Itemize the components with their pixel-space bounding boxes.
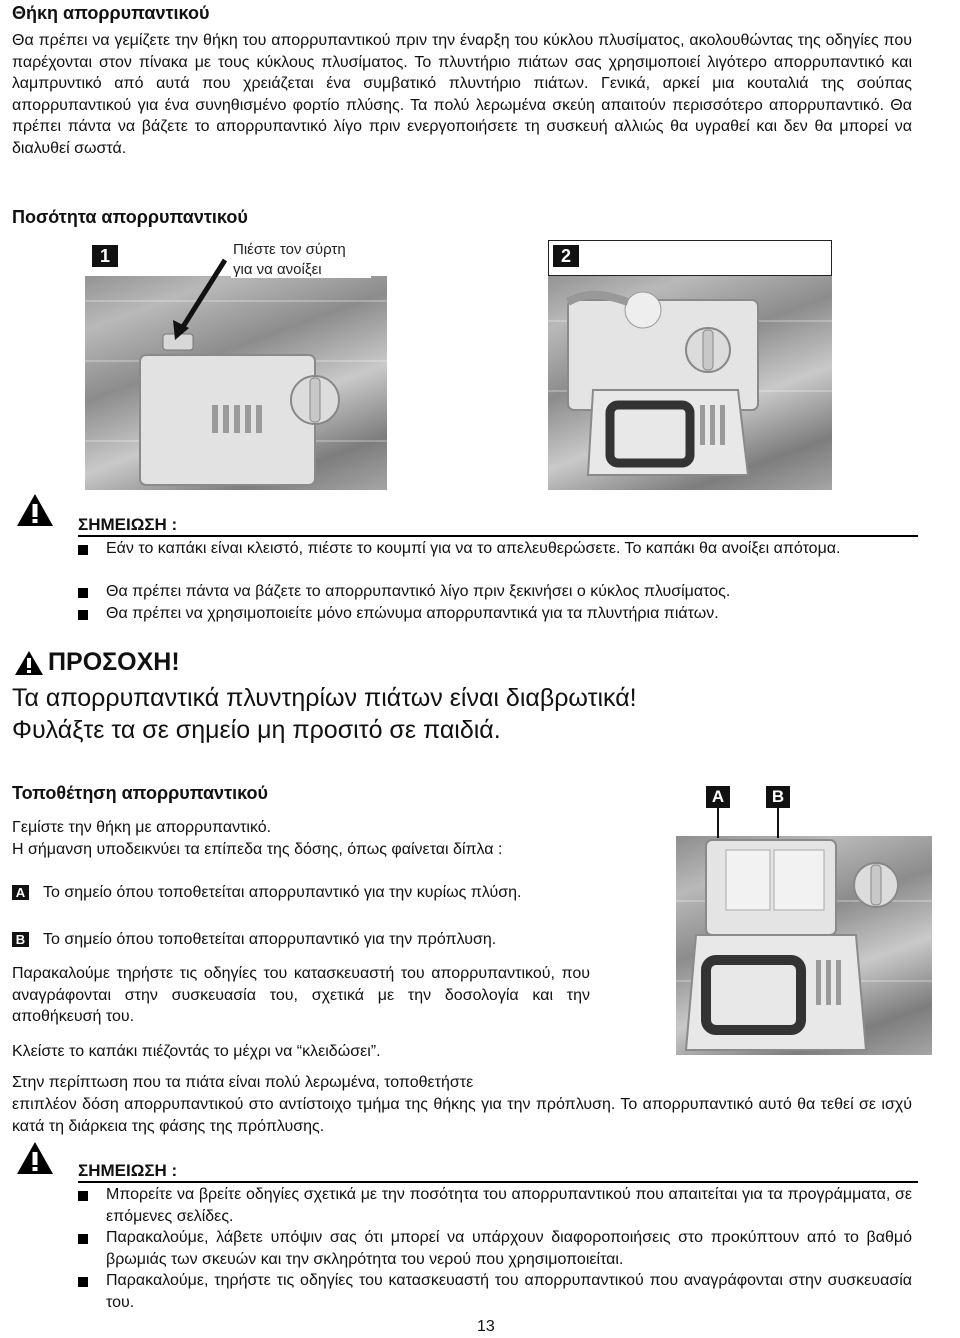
dispenser-paragraph: Θα πρέπει να γεμίζετε την θήκη του απορρυπαντικού πριν την έναρξη του κύκλου πλυσίματος, ακολουθώντας της οδηγίες που παρέχονται στον πίνακα με τους κύκλους πλυσίματος. Το πλυντήριο πιάτων σας χρησιμοποιεί λιγότερο απορρυπαντικό και λαμπρυντικό από αυτά που χρειάζεται ένα συμβατικό πλυντήριο πιάτων. Γενικά, αρκεί μια κουταλιά της σούπας απορρυπαντικού για ένα συνηθισμένο φορτίο πλύσης. Τα πολύ λερωμένα σκεύη απαιτούν περισσότερο απορρυπαντικό. Θα πρέπει πάντα να βάζετε το απορρυπαντικό λίγο πριν ενεργοποιήσετε τη συσκευή αλλιώς θα υγραθεί και δεν θα μπορεί να διαλυθεί σωστά.	[12, 32, 912, 157]
placement-paragraph-5-line-1: Στην περίπτωση που τα πιάτα είναι πολύ λερωμένα, τοποθετήστε	[12, 1074, 474, 1091]
caution-line-1: Τα απορρυπαντικά πλυντηρίων πιάτων είναι διαβρωτικά!	[12, 684, 637, 712]
label-b-pointer	[777, 808, 779, 838]
bullet-icon	[78, 545, 88, 555]
note-2-item-2: Παρακαλούμε, λάβετε υπόψιν σας ότι μπορεί να υπάρχουν διαφοροποιήσεις στο προκύπτουν από το βαθμό βρωμιάς των σκευών και την σκληρότητα του νερού που χρησιμοποιείται.	[106, 1229, 912, 1268]
caution-icon	[14, 650, 44, 676]
figure-1-number: 1	[92, 245, 118, 267]
caption-line-2: για να ανοίξει	[233, 261, 322, 278]
caution-line-2: Φυλάξτε τα σε σημείο μη προσιτό σε παιδιά.	[12, 716, 501, 744]
section-title-quantity: Ποσότητα απορρυπαντικού	[12, 207, 248, 227]
marker-b-text: Το σημείο όπου τοποθετείται απορρυπαντικό για την πρόπλυση.	[43, 931, 497, 948]
note-2-title: ΣΗΜΕΙΩΣΗ :	[78, 1161, 178, 1180]
bullet-icon	[78, 1277, 88, 1287]
bullet-icon	[78, 1234, 88, 1244]
note-1-title: ΣΗΜΕΙΩΣΗ :	[78, 515, 178, 534]
placement-paragraph-3: Παρακαλούμε τηρήστε τις οδηγίες του κατασκευαστή του απορρυπαντικού, που αναγράφονται στην συσκευασία του, σχετικά με την δοσολογία και την αποθήκευσή του.	[12, 965, 590, 1025]
bullet-icon	[78, 1191, 88, 1201]
figure-label-b: B	[766, 786, 790, 808]
open-dispenser-drawing	[548, 240, 832, 490]
marker-b-icon: B	[12, 932, 29, 947]
section-title-dispenser: Θήκη απορρυπαντικού	[12, 3, 210, 23]
dispenser-ab-drawing	[676, 810, 932, 1055]
note-2-item-1: Μπορείτε να βρείτε οδηγίες σχετικά με την ποσότητα του απορρυπαντικού που απαιτείται για τα προγράμματα, σε επόμενες σελίδες.	[106, 1186, 912, 1225]
figure-ab-dispenser	[676, 810, 932, 1055]
placement-paragraph-2: Η σήμανση υποδεικνύει τα επίπεδα της δόσης, όπως φαίνεται δίπλα :	[12, 841, 503, 858]
warning-icon	[15, 492, 55, 528]
marker-a-icon: A	[12, 885, 29, 900]
caution-title: ΠΡΟΣΟΧΗ!	[48, 648, 180, 676]
section-title-placement: Τοποθέτηση απορρυπαντικού	[12, 783, 269, 803]
note-2-item-3: Παρακαλούμε, τηρήστε τις οδηγίες του κατασκευαστή του απορρυπαντικού που αναγράφονται στην συσκευασία του.	[106, 1272, 912, 1311]
warning-icon	[15, 1140, 55, 1176]
placement-paragraph-1: Γεμίστε την θήκη με απορρυπαντικό.	[12, 819, 272, 836]
bullet-icon	[78, 588, 88, 598]
placement-paragraph-4: Κλείστε το καπάκι πιέζοντάς το μέχρι να “κλειδώσει”.	[12, 1043, 381, 1060]
note-1-item-1: Εάν το καπάκι είναι κλειστό, πιέστε το κουμπί για να το απελευθερώσετε. Το καπάκι θα ανοίξει απότομα.	[106, 540, 841, 557]
figure-2-dispenser-open	[548, 240, 832, 490]
note-1-item-2: Θα πρέπει πάντα να βάζετε το απορρυπαντικό λίγο πριν ξεκινήσει ο κύκλος πλυσίματος.	[106, 583, 731, 600]
figure-1-caption	[233, 240, 346, 280]
label-a-pointer	[717, 808, 719, 838]
note-1-item-3: Θα πρέπει να χρησιμοποιείτε μόνο επώνυμα απορρυπαντικά για τα πλυντήρια πιάτων.	[106, 605, 719, 622]
caption-line-1: Πιέστε τον σύρτη	[233, 241, 346, 258]
note-2-divider	[78, 1181, 918, 1183]
placement-paragraph-5-rest: επιπλέον δόση απορρυπαντικού στο αντίστοιχο τμήμα της θήκης για την πρόπλυση. Το απορρυπαντικό αυτό θα τεθεί σε ισχύ κατά τη διάρκεια της φάσης της πρόπλυσης.	[12, 1096, 912, 1135]
page-number: 13	[477, 1318, 495, 1335]
figure-label-a: A	[706, 786, 730, 808]
bullet-icon	[78, 610, 88, 620]
note-1-divider	[78, 535, 918, 537]
figure-2-number: 2	[553, 245, 579, 267]
marker-a-text: Το σημείο όπου τοποθετείται απορρυπαντικό για την κυρίως πλύση.	[43, 884, 522, 901]
